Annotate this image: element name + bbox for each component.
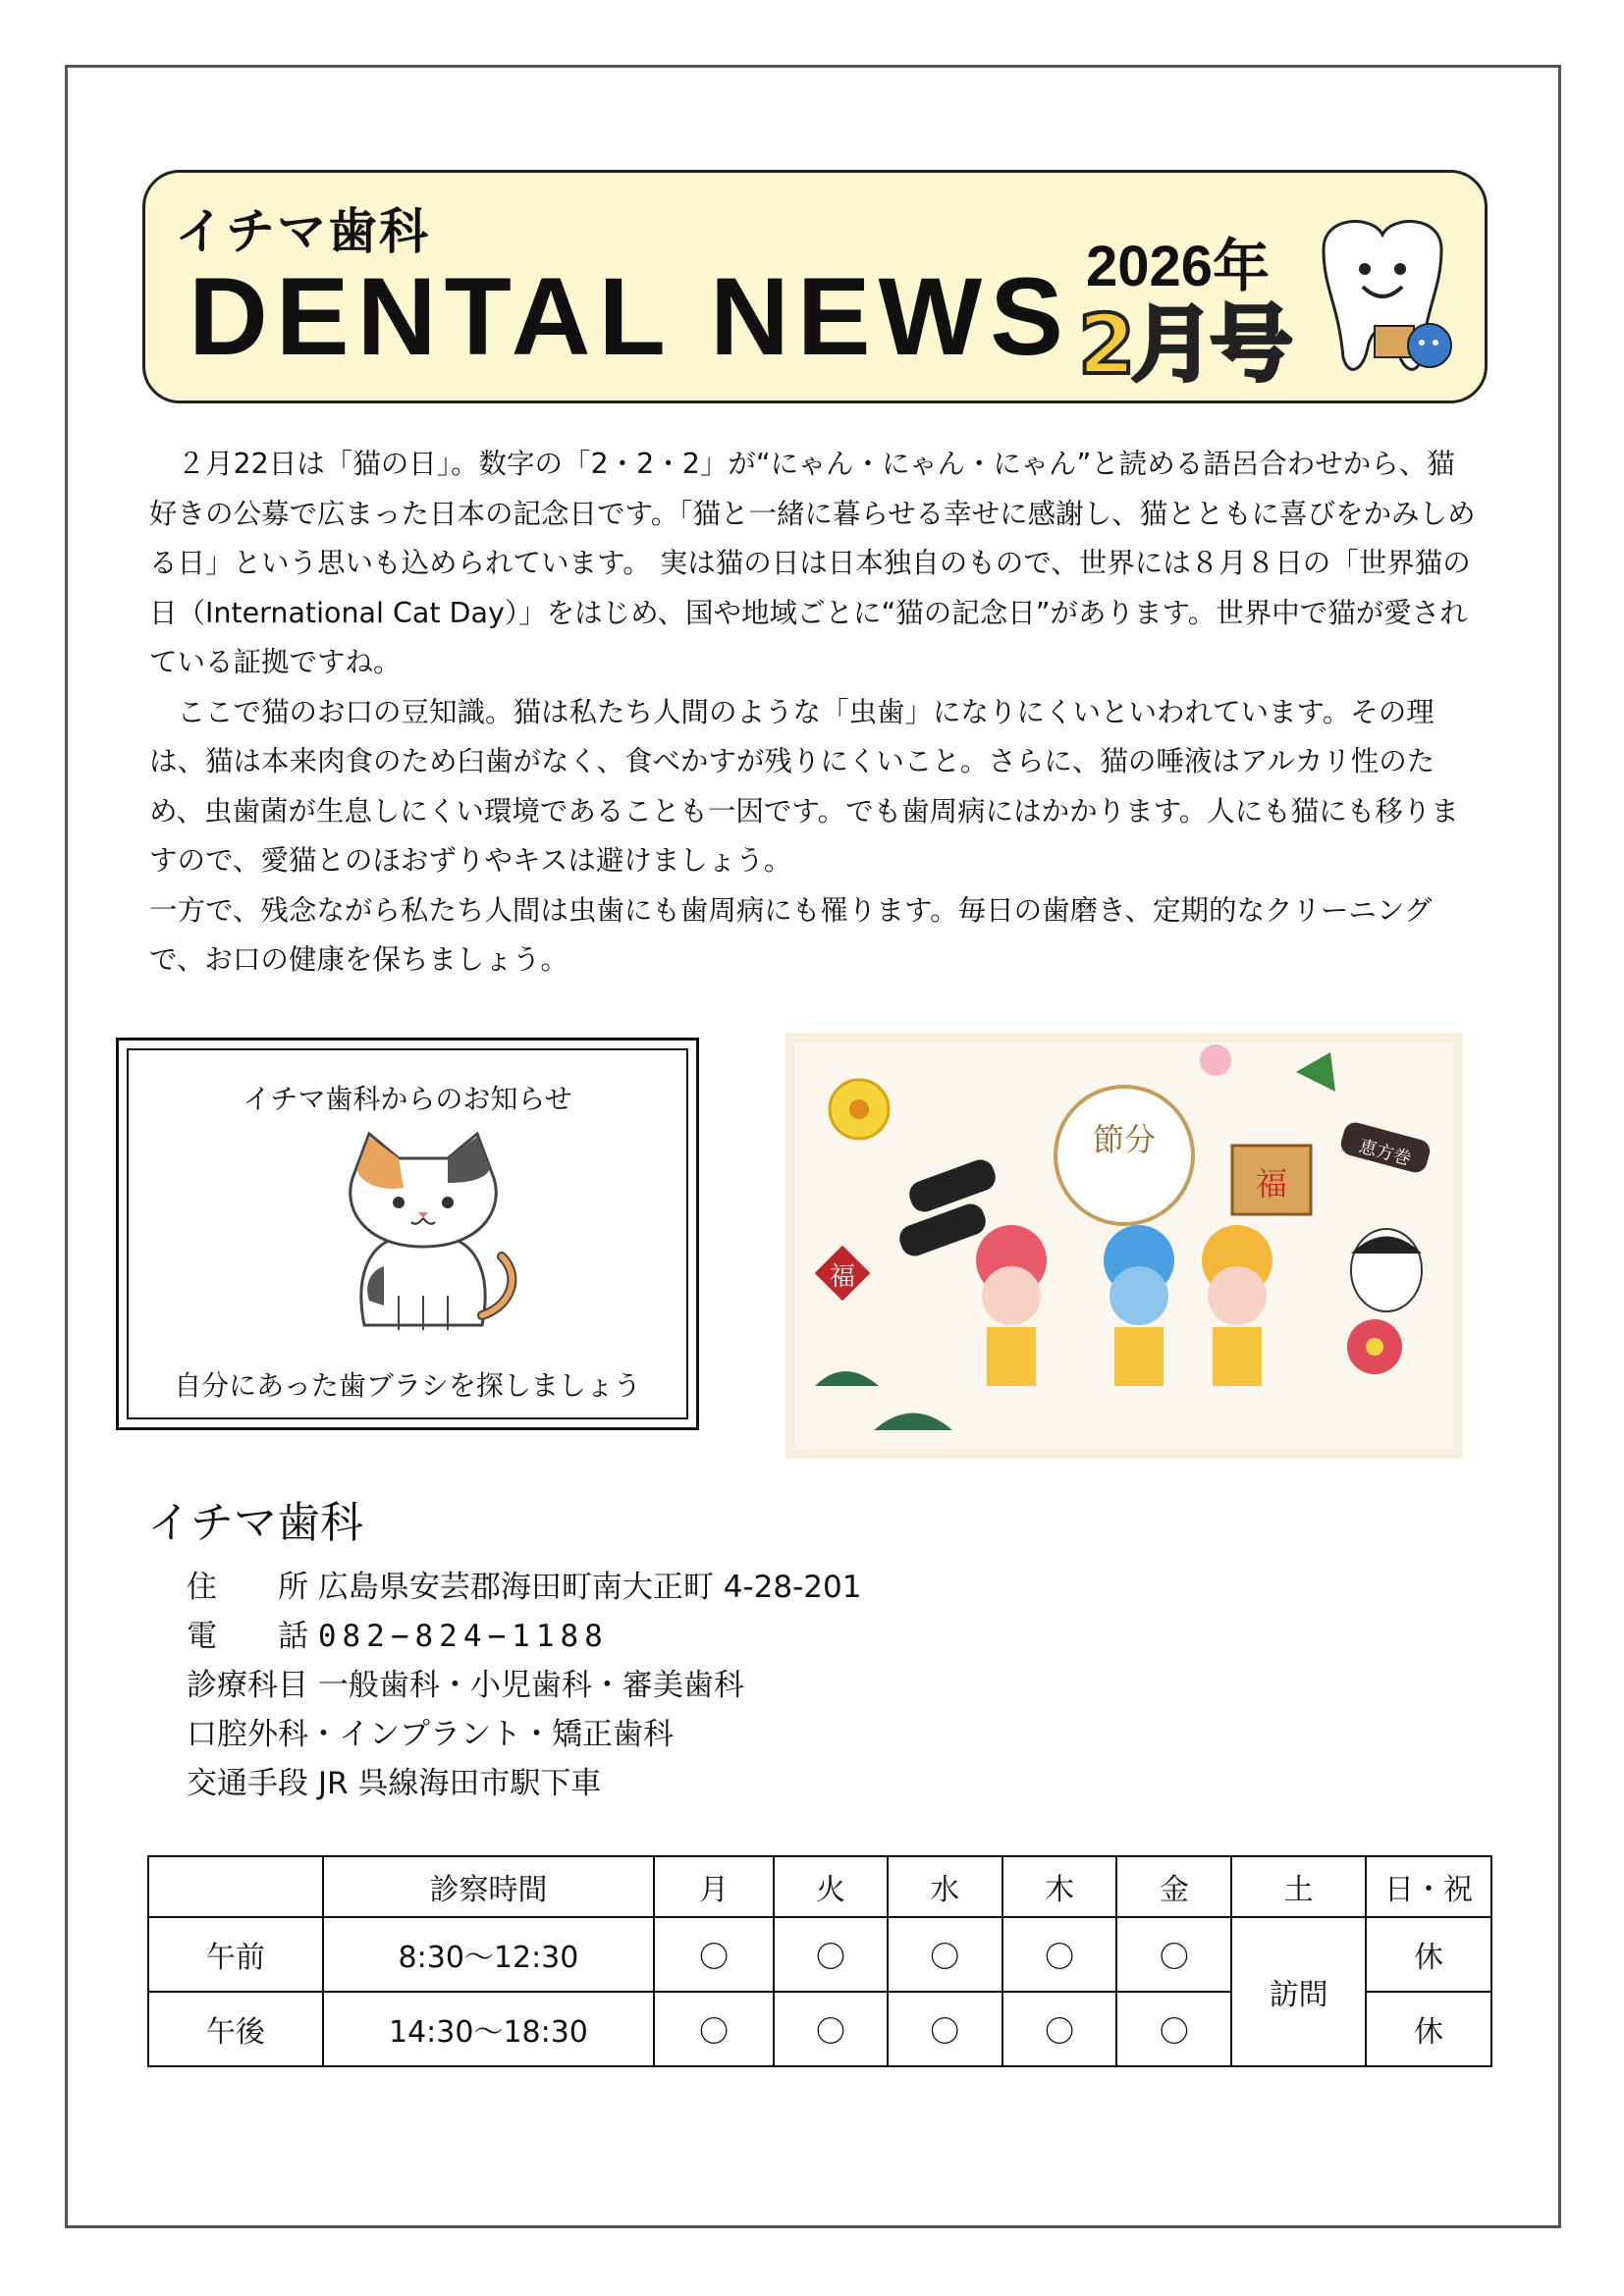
departments-row-2 bbox=[187, 1710, 861, 1759]
header-tue: 火 bbox=[774, 1856, 888, 1917]
header-clinic-name: イチマ歯科 bbox=[175, 203, 430, 260]
header-mon: 月 bbox=[654, 1856, 774, 1917]
clinic-address: 広島県安芸郡海田町南大正町 4-28-201 bbox=[317, 1570, 862, 1605]
table-header-row bbox=[148, 1856, 1491, 1917]
clinic-info bbox=[187, 1563, 861, 1808]
clinic-departments-2: 口腔外科・インプラント・矯正歯科 bbox=[187, 1717, 674, 1752]
header-sun-holiday: 日・祝 bbox=[1366, 1856, 1491, 1917]
clinic-tel: 082−824−1188 bbox=[317, 1619, 609, 1654]
header-hours: 診察時間 bbox=[323, 1856, 655, 1917]
article-paragraph-2: ここで猫のお口の豆知識。猫は私たち人間のような「虫歯」になりにくいといわれています。その理は、猫は本来肉食のため臼歯がなく、食べかすが残りにくいこと。さらに、猫の唾液はアルカリ性のため、虫歯菌が生息しにくい環境であることも一因です。でも歯周病にはかかります。人にも猫にも移りますので、愛猫とのほおずりやキスは避けましょう。 bbox=[149, 695, 1459, 877]
article-paragraph-1: ２月22日は「猫の日」。数字の「2・2・2」が“にゃん・にゃん・にゃん”と読める語呂合わせから、猫好きの公募で広まった日本の記念日です。「猫と一緒に暮らせる幸せに感謝し、猫とともに喜びをかみしめる日」という思いも込められています。 実は猫の日は日本独自のもので、世界には８月８日の「世界猫の日（International Cat Day）」をはじめ、国や地域ごとに“猫の記念日”があります。世界中で猫が愛されている証拠ですね。 bbox=[149, 448, 1476, 678]
address-row: 住 所 広島県安芸郡海田町南大正町 4-28-201 bbox=[187, 1563, 861, 1612]
header-wed: 水 bbox=[888, 1856, 1002, 1917]
office-hours-table bbox=[147, 1855, 1492, 2067]
newsletter-header bbox=[142, 170, 1488, 403]
notice-title: イチマ歯科からのお知らせ bbox=[243, 1083, 572, 1115]
notice-message: 自分にあった歯ブラシを探しましょう bbox=[174, 1369, 641, 1402]
clinic-access: JR 呉線海田市駅下車 bbox=[317, 1766, 602, 1801]
row-time-afternoon: 14:30〜18:30 bbox=[323, 1992, 655, 2066]
header-fri: 金 bbox=[1116, 1856, 1231, 1917]
article-body bbox=[149, 440, 1480, 986]
article-paragraph-3: 一方で、残念ながら私たち人間は虫歯にも歯周病にも罹ります。毎日の歯磨き、定期的なクリーニングで、お口の健康を保ちましょう。 bbox=[149, 893, 1433, 976]
setsubun-illustration bbox=[785, 1033, 1463, 1459]
row-label-morning: 午前 bbox=[148, 1917, 323, 1992]
table-row: 午前 8:30〜12:30 〇 〇 〇 〇 〇 訪問 休 bbox=[148, 1917, 1491, 1992]
newsletter-title: DENTAL NEWS bbox=[189, 255, 1071, 378]
svg-text:福: 福 bbox=[829, 1262, 856, 1292]
tel-row: 電 話 082−824−1188 bbox=[187, 1612, 861, 1661]
access-row: 交通手段 JR 呉線海田市駅下車 bbox=[187, 1759, 861, 1808]
issue-year: 2026年 bbox=[1086, 235, 1271, 298]
issue-month: 2月号 bbox=[1078, 296, 1289, 393]
svg-text:福: 福 bbox=[1255, 1165, 1288, 1202]
table-row: 午後 14:30〜18:30 〇 〇 〇 〇 〇 休 bbox=[148, 1992, 1491, 2066]
svg-text:恵方巻: 恵方巻 bbox=[1356, 1136, 1414, 1170]
header-thu: 木 bbox=[1002, 1856, 1117, 1917]
row-time-morning: 8:30〜12:30 bbox=[323, 1917, 655, 1992]
tooth-mascot-icon bbox=[1304, 210, 1461, 387]
clinic-name: イチマ歯科 bbox=[147, 1498, 363, 1548]
notice-box bbox=[116, 1038, 699, 1430]
header-sat: 土 bbox=[1231, 1856, 1366, 1917]
clinic-departments: 一般歯科・小児歯科・審美歯科 bbox=[317, 1668, 744, 1703]
departments-row: 診療科目 一般歯科・小児歯科・審美歯科 bbox=[187, 1661, 861, 1710]
row-label-afternoon: 午後 bbox=[148, 1992, 323, 2066]
saturday-visit: 訪問 bbox=[1231, 1917, 1366, 2066]
setsubun-label: 節分 bbox=[1092, 1121, 1157, 1158]
cat-illustration-icon bbox=[325, 1129, 521, 1345]
